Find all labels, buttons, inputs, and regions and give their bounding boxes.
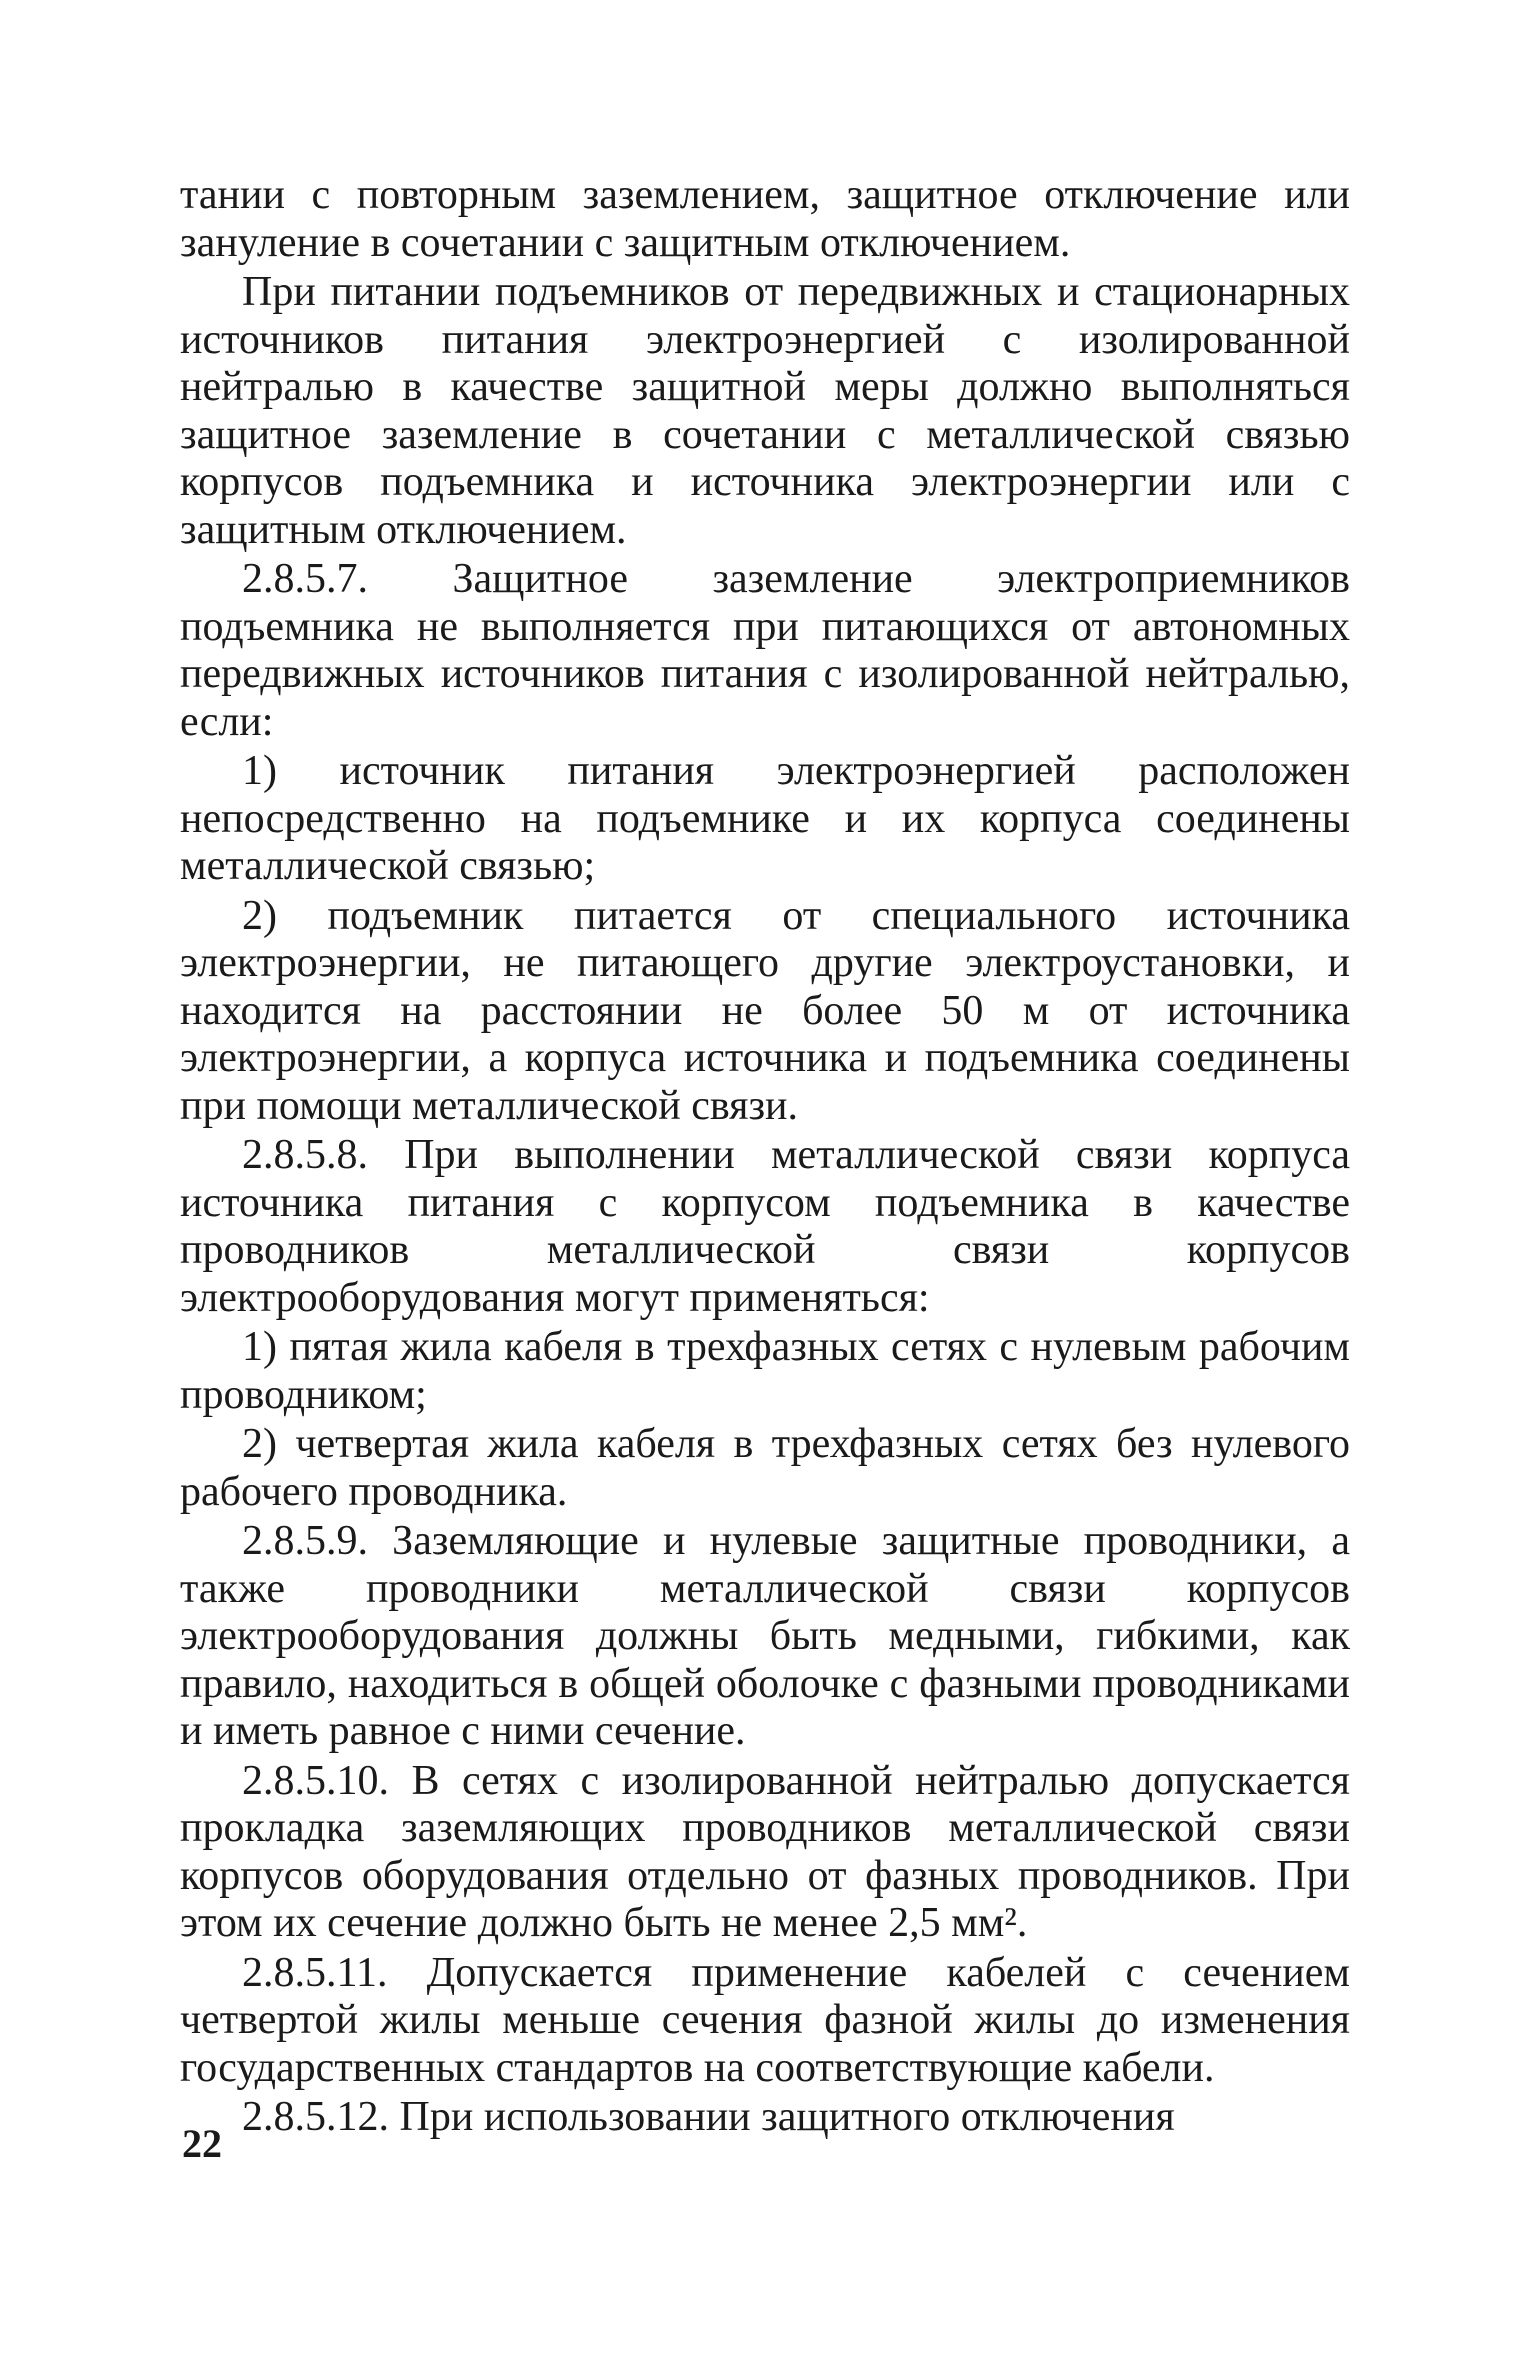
- clause-2-8-5-10: 2.8.5.10. В сетях с изолированной нейтралью допускается прокладка заземляющих проводников металлической связи корпусов оборудования отдельно от фазных проводников. При этом их сечение должно быть не менее 2,5 мм².: [180, 1757, 1350, 1946]
- clause-2-8-5-8: 2.8.5.8. При выполнении металлической связи корпуса источника питания с корпусом подъемника в качестве проводников металлической связи корпусов электрооборудования могут применяться:: [180, 1132, 1350, 1321]
- clause-2-8-5-7: 2.8.5.7. Защитное заземление электроприемников подъемника не выполняется при питающихся от автономных передвижных источников питания с изолированной нейтралью, если:: [180, 556, 1350, 745]
- body-text: [180, 172, 1350, 2144]
- clause-2-8-5-12: 2.8.5.12. При использовании защитного отключения: [242, 2094, 1175, 2140]
- clause-2-8-5-11: 2.8.5.11. Допускается применение кабелей с сечением четвертой жилы меньше сечения фазной жилы до изменения государственных стандартов на соответствующие кабели.: [180, 1949, 1350, 2091]
- paragraph-power-supply: При питании подъемников от передвижных и стационарных источников питания электроэнергией с изолированной нейтралью в качестве защитной меры должно выполняться защитное заземление в сочетании с металлической связью корпусов подъемника и источника электроэнергии или с защитным отключением.: [180, 269, 1350, 553]
- list-item-2: 2) четвертая жила кабеля в трехфазных сетях без нулевого рабочего проводника.: [180, 1421, 1350, 1515]
- paragraph-continuation: тании с повторным заземлением, защитное отключение или зануление в сочетании с защитным отключением.: [180, 172, 1350, 266]
- page-number: 22: [182, 2121, 222, 2166]
- list-item-2: 2) подъемник питается от специального источника электроэнергии, не питающего другие электроустановки, и находится на расстоянии не более 50 м от источника электроэнергии, а корпуса источника и подъемника соединены при помощи металлической связи.: [180, 892, 1350, 1129]
- clause-2-8-5-9: 2.8.5.9. Заземляющие и нулевые защитные проводники, а также проводники металлической связи корпусов электрооборудования должны быть медными, гибкими, как правило, находиться в общей оболочке с фазными проводниками и иметь равное с ними сечение.: [180, 1518, 1350, 1754]
- list-item-1: 1) источник питания электроэнергией расположен непосредственно на подъемнике и их корпуса соединены металлической связью;: [180, 748, 1350, 889]
- list-item-1: 1) пятая жила кабеля в трехфазных сетях с нулевым рабочим проводником;: [180, 1324, 1350, 1418]
